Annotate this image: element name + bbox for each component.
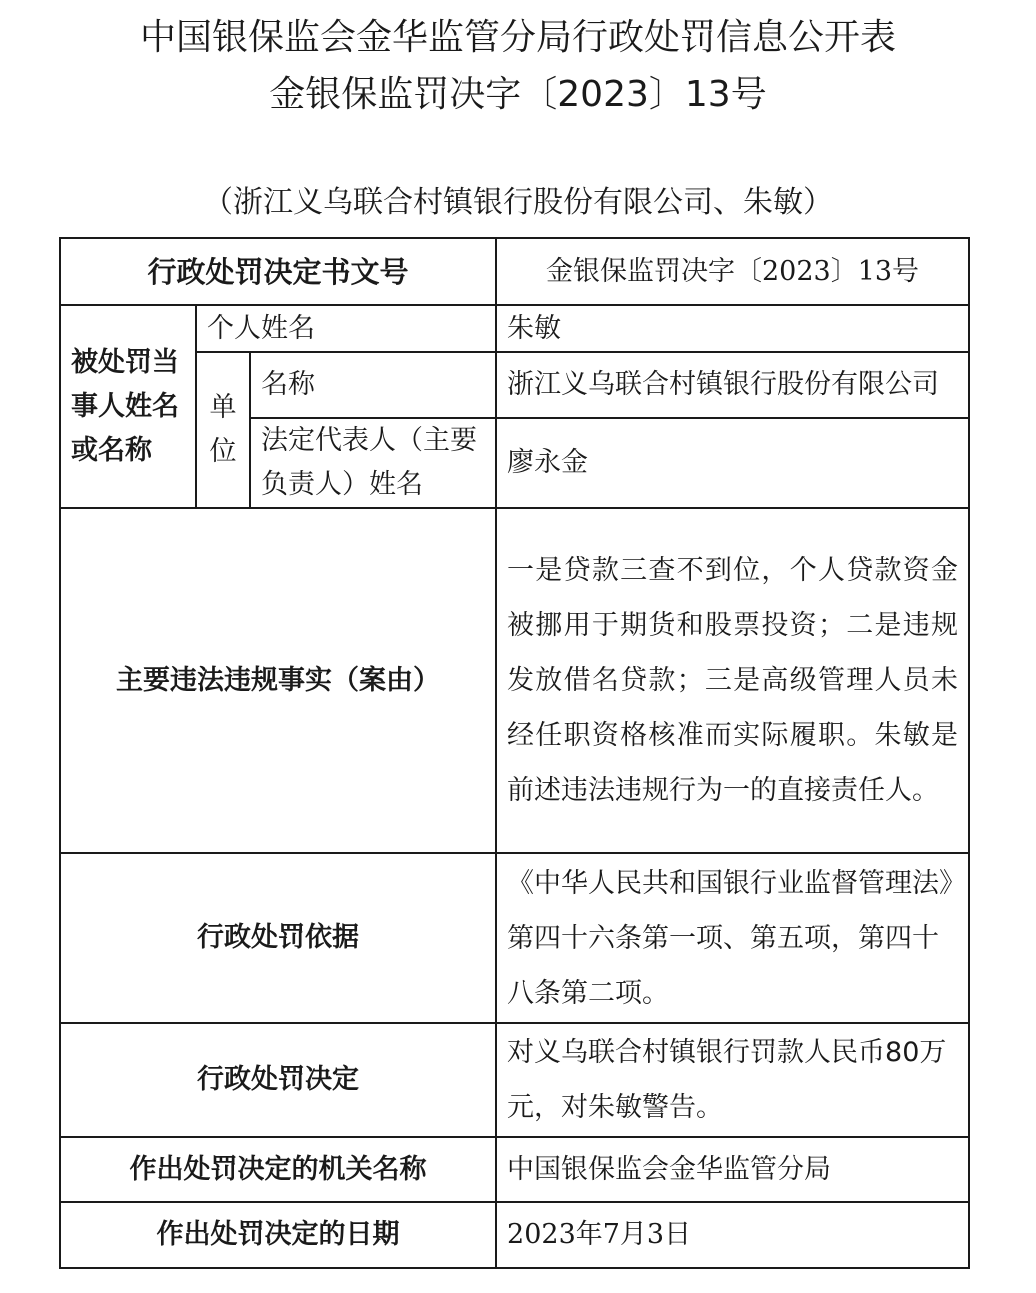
basis-value: 《中华人民共和国银行业监督管理法》第四十六条第一项、第五项，第四十八条第二项。: [496, 853, 969, 1023]
table-row: [60, 1023, 969, 1137]
facts-value: 一是贷款三查不到位，个人贷款资金被挪用于期货和股票投资；二是违规发放借名贷款；三是高级管理人员未经任职资格核准而实际履职。朱敏是前述违法违规行为一的直接责任人。: [496, 508, 969, 853]
unit-name-label: 名称: [250, 352, 496, 418]
table-row: [60, 1202, 969, 1268]
table-row: [60, 1137, 969, 1202]
decision-label: 行政处罚决定: [60, 1023, 496, 1137]
table-row: [60, 352, 969, 418]
unit-label: 单位: [196, 352, 250, 508]
decision-value: 对义乌联合村镇银行罚款人民币80万元，对朱敏警告。: [496, 1023, 969, 1137]
table-row: [60, 508, 969, 853]
authority-label: 作出处罚决定的机关名称: [60, 1137, 496, 1202]
party-subtitle: （浙江义乌联合村镇银行股份有限公司、朱敏）: [203, 185, 833, 220]
doc-no-value: 金银保监罚决字〔2023〕13号: [496, 238, 969, 305]
table-row: [60, 238, 969, 305]
facts-label: 主要违法违规事实（案由）: [60, 508, 496, 853]
authority-value: 中国银保监会金华监管分局: [496, 1137, 969, 1202]
individual-value: 朱敏: [496, 305, 969, 352]
unit-name-value: 浙江义乌联合村镇银行股份有限公司: [496, 352, 969, 418]
date-value: 2023年7月3日: [496, 1202, 969, 1268]
party-label: 被处罚当事人姓名或名称: [60, 305, 196, 508]
legal-rep-label: 法定代表人（主要负责人）姓名: [250, 418, 496, 508]
date-label: 作出处罚决定的日期: [60, 1202, 496, 1268]
document-number-title: 金银保监罚决字〔2023〕13号: [269, 74, 767, 115]
page-title: 中国银保监会金华监管分局行政处罚信息公开表: [139, 17, 896, 58]
legal-rep-value: 廖永金: [496, 418, 969, 508]
doc-no-label: 行政处罚决定书文号: [60, 238, 496, 305]
basis-label: 行政处罚依据: [60, 853, 496, 1023]
table-row: [60, 305, 969, 352]
penalty-info-table: [59, 237, 970, 1269]
table-row: [60, 853, 969, 1023]
individual-label: 个人姓名: [196, 305, 496, 352]
